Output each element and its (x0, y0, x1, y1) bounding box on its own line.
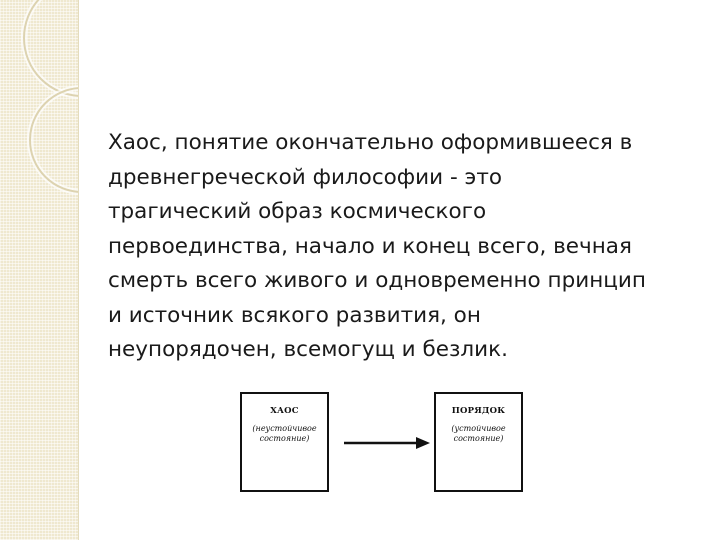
chaos-box-subtitle: (неустойчивое состояние) (252, 424, 317, 443)
chaos-box (240, 392, 329, 492)
decorative-side-band (0, 0, 79, 540)
ornament-circles (0, 0, 78, 540)
order-box-subtitle: (устойчивое состояние) (451, 424, 506, 443)
order-box-title: ПОРЯДОК (451, 406, 506, 416)
order-box (434, 392, 523, 492)
chaos-box-title: ХАОС (270, 406, 299, 416)
right-arrow-icon (344, 436, 430, 450)
main-paragraph: Хаос, понятие окончательно оформившееся в древнегреческой философии - это трагический образ космического первоединства, начало и конец всего, вечная смерть всего живого и одновременно принцип и источник всякого развития, он неупорядочен, всемогущ и безлик. (108, 130, 646, 362)
